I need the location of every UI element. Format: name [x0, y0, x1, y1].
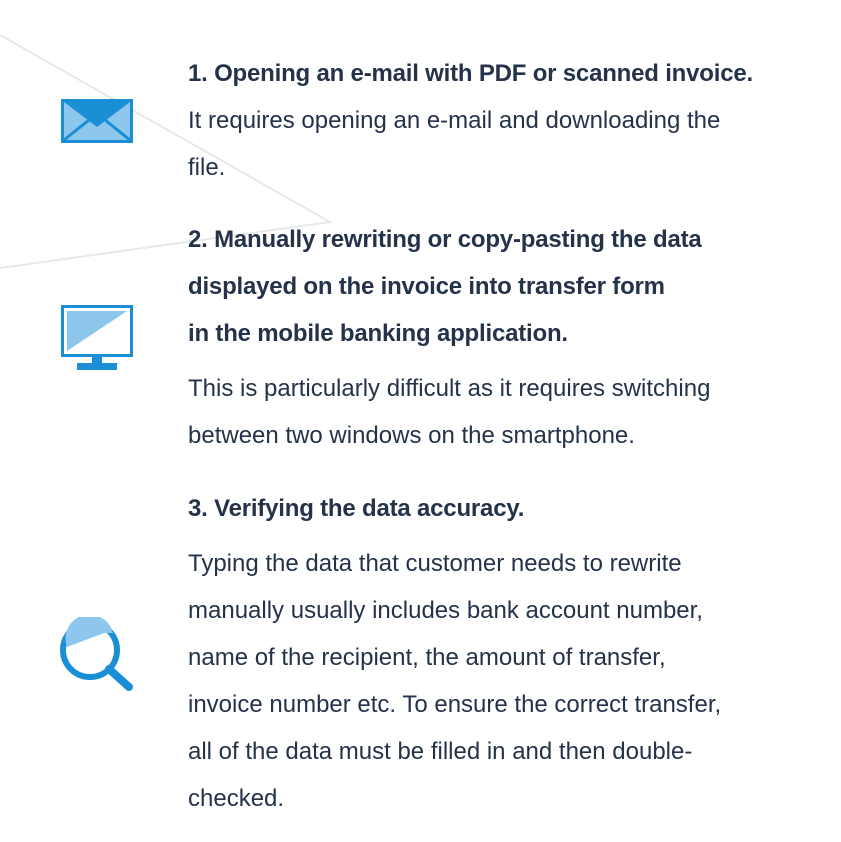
step-3-body: Typing the data that customer needs to rewrite manually usually includes bank account number, name of the recipient, the amount of transfer, invoice number etc. To ensure the correct transfer, all of the data must be filled in and then double- checked. — [188, 550, 722, 812]
step-3 — [188, 485, 808, 822]
step-2-title: 2. Manually rewriting or copy-pasting the data displayed on the invoice into transfer form in the mobile banking application. — [188, 226, 702, 347]
magnifier-icon — [57, 617, 135, 691]
step-2-body: This is particularly difficult as it requires switching between two windows on the smartphone. — [188, 375, 711, 449]
step-1 — [188, 50, 808, 191]
monitor-icon — [61, 305, 133, 371]
step-1-body: It requires opening an e-mail and downloading the file. — [188, 107, 721, 181]
envelope-icon — [61, 99, 133, 143]
step-1-title: 1. Opening an e-mail with PDF or scanned invoice. — [188, 60, 753, 87]
step-3-title: 3. Verifying the data accuracy. — [188, 495, 525, 522]
step-2 — [188, 216, 808, 459]
